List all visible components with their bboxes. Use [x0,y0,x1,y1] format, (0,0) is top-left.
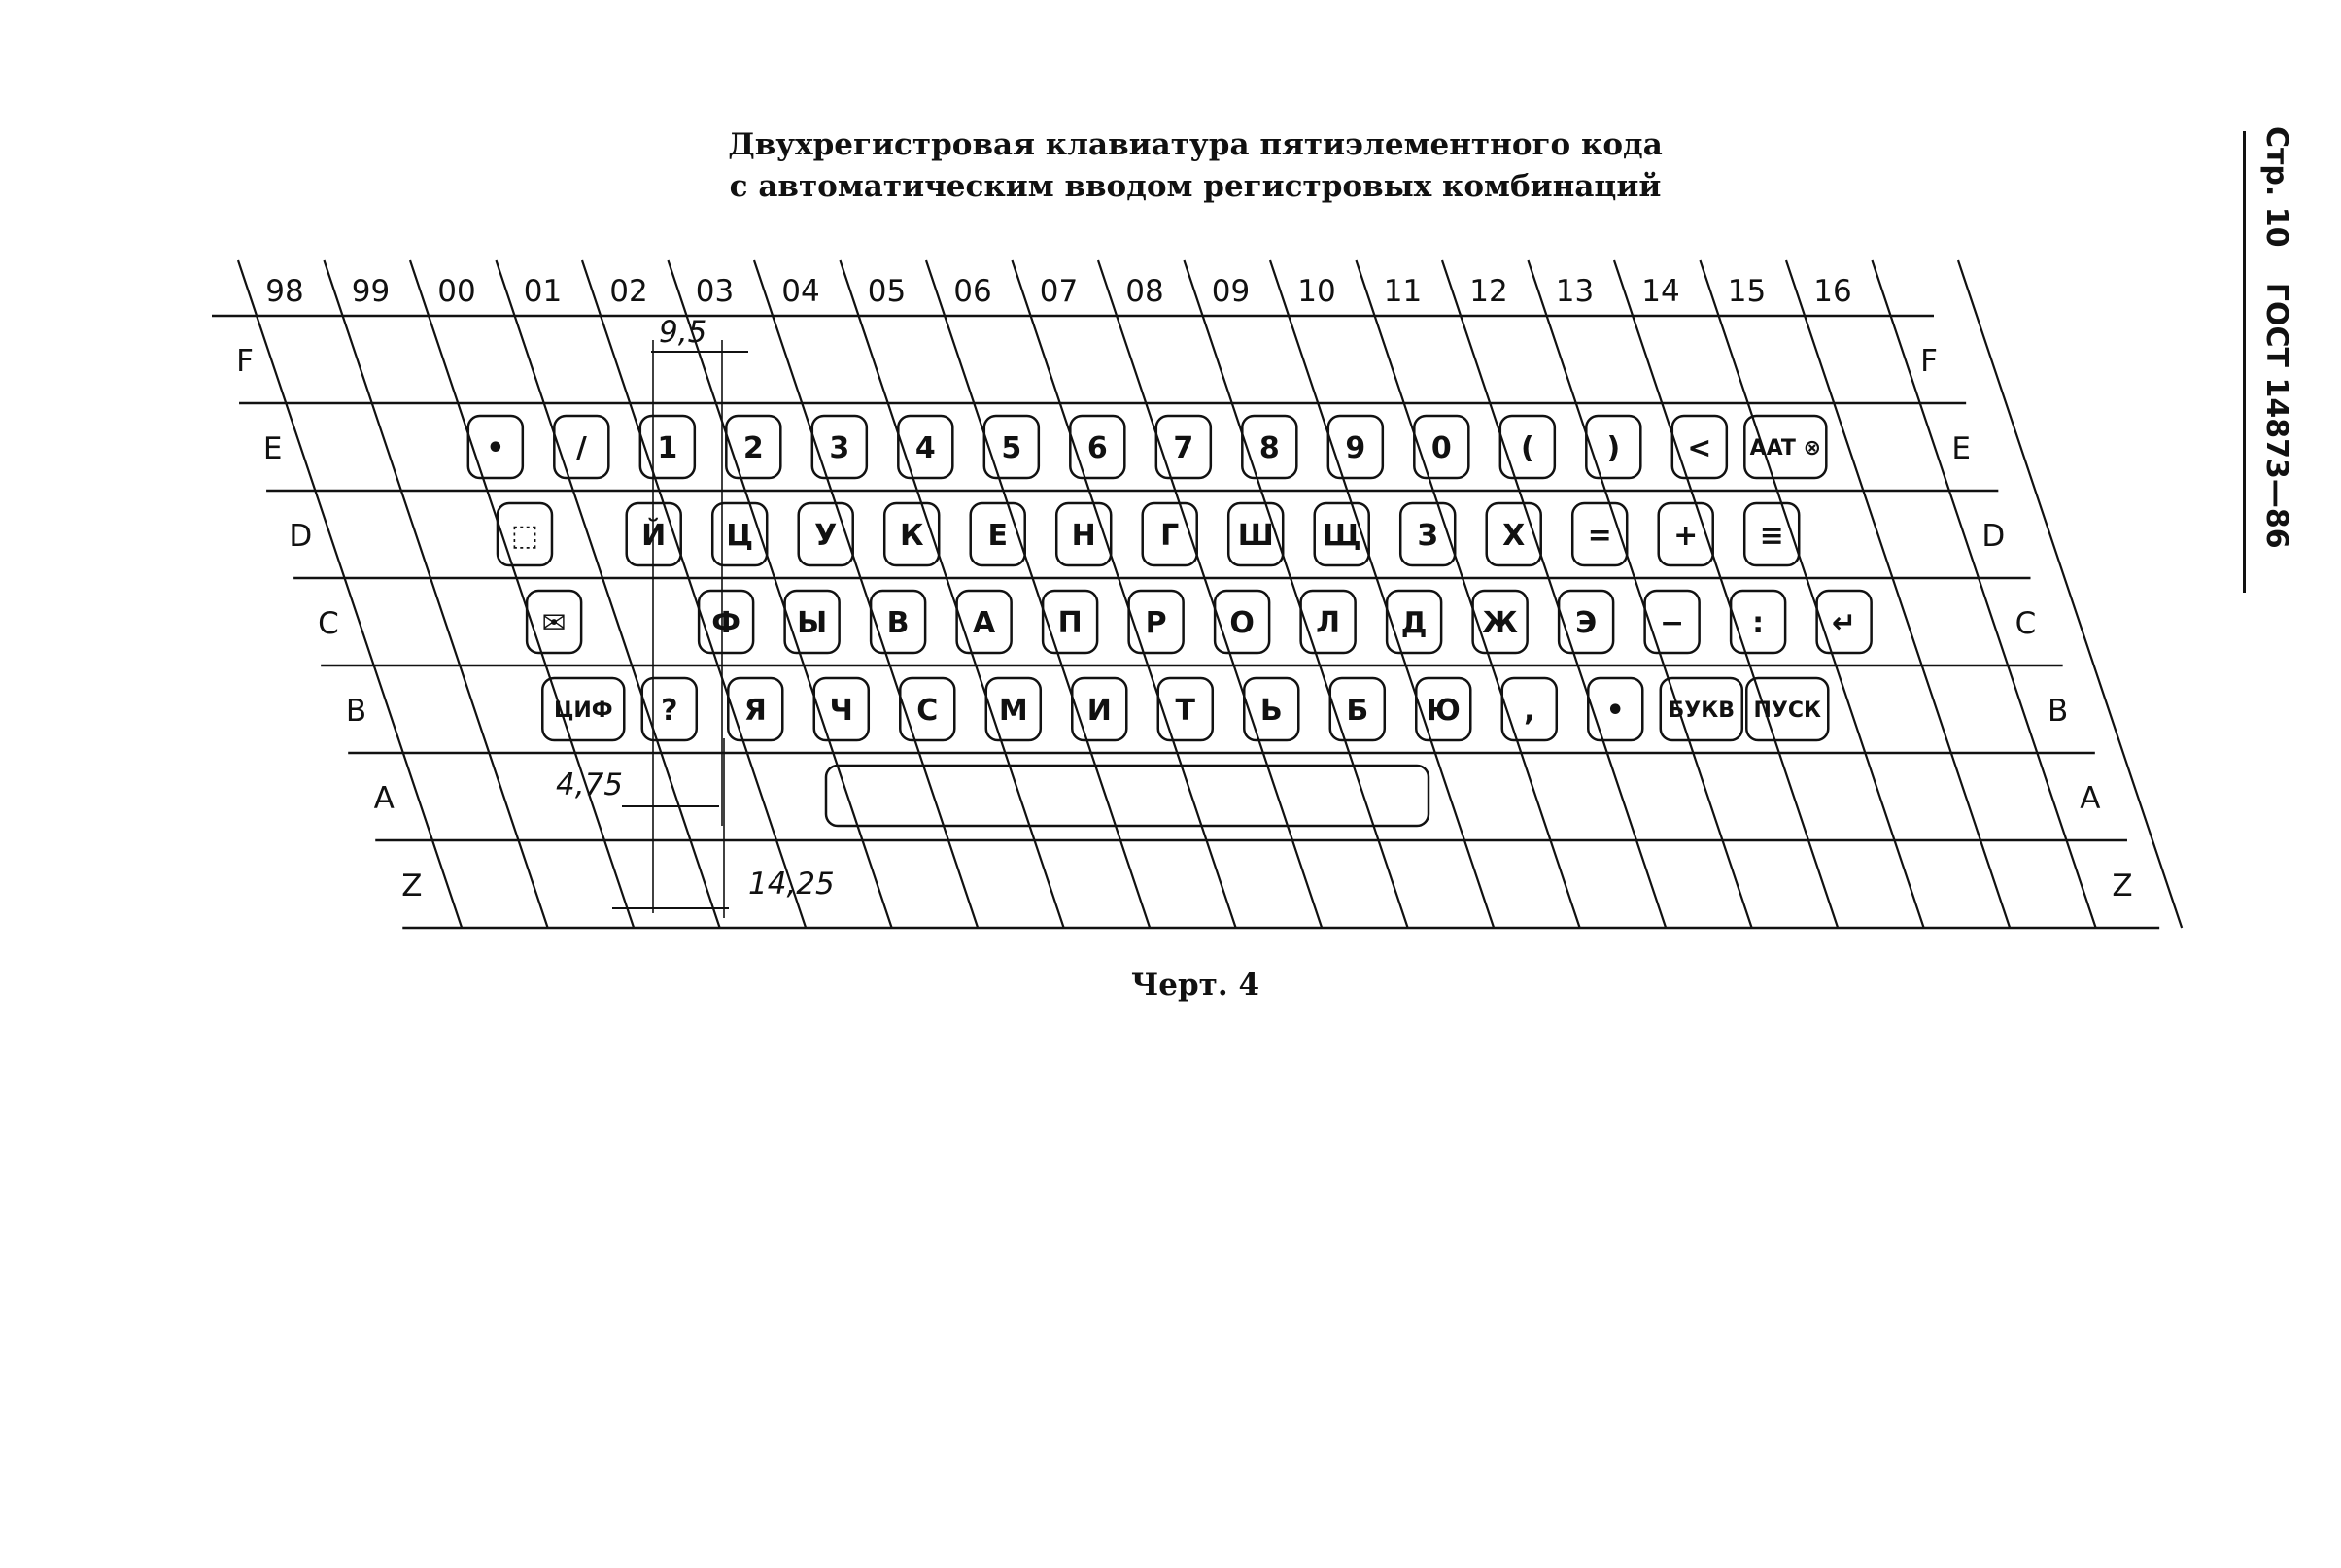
title-line-1: Двухрегистровая клавиатура пятиэлементного кода [728,127,1663,162]
svg-text:⬚: ⬚ [510,518,539,553]
keyboard-key [984,416,1039,478]
column-label: 16 [1813,274,1852,309]
svg-text:?: ? [661,693,678,728]
keyboard-key [1387,591,1441,653]
svg-text:AAT ⊗: AAT ⊗ [1749,435,1822,460]
figure-caption: Черт. 4 [1130,968,1260,1003]
space-bar-key [826,766,1429,826]
keyboard-key [1315,503,1369,565]
keyboard-key [1301,591,1356,653]
svg-text:К: К [899,518,924,553]
keyboard-key [498,503,552,565]
keyboard-key [1817,591,1872,653]
svg-text:4: 4 [914,430,936,465]
dimension-label: 4,75 [556,767,624,802]
keyboard-key [726,416,780,478]
grid-column-line [238,260,462,928]
svg-text:А: А [973,605,996,640]
svg-text:5: 5 [1001,430,1022,465]
svg-text:): ) [1606,430,1621,465]
svg-text:+: + [1673,518,1699,553]
column-label: 05 [867,274,907,309]
row-label-right: D [1981,519,2006,554]
keyboard-key [1070,416,1124,478]
svg-text:Ш: Ш [1237,518,1274,553]
svg-text:−: − [1660,605,1685,640]
svg-text:ПУСК: ПУСК [1753,698,1822,723]
column-label: 15 [1727,274,1767,309]
keyboard-key [1661,678,1742,740]
svg-text:З: З [1417,518,1438,553]
svg-text:Э: Э [1575,605,1598,640]
keyboard-key [1330,678,1385,740]
svg-text:/: / [575,430,587,465]
column-label: 03 [695,274,735,309]
keyboard-key [1559,591,1613,653]
keyboard-key [728,678,782,740]
keyboard-key [1156,416,1211,478]
svg-text:Ц: Ц [726,518,754,553]
keyboard-key [640,416,695,478]
keyboard-key [1328,416,1383,478]
keyboard-key [814,678,869,740]
svg-text:•: • [486,430,505,465]
keyboard-key [1588,678,1642,740]
keyboard-key [898,416,952,478]
column-label: 08 [1125,274,1164,309]
svg-text::: : [1752,605,1765,640]
row-label-left: A [373,781,395,816]
svg-text:Л: Л [1316,605,1341,640]
svg-text:Ф: Ф [711,605,741,640]
keyboard-key [554,416,608,478]
keyboard-key [642,678,697,740]
svg-text:БУКВ: БУКВ [1668,698,1736,723]
row-label-right: B [2048,694,2069,729]
row-label-left: E [262,431,283,466]
svg-text:М: М [998,693,1028,728]
column-label: 12 [1469,274,1508,309]
svg-text:Р: Р [1145,605,1167,640]
keyboard-key [699,591,753,653]
column-label: 98 [265,274,304,309]
column-label: 99 [351,274,391,309]
title-line-2: с автоматическим вводом регистровых комбинаций [729,169,1662,204]
svg-text:Н: Н [1071,518,1096,553]
svg-text:Ч: Ч [829,693,853,728]
grid-column-line [1873,260,2096,928]
svg-text:1: 1 [657,430,678,465]
svg-text:2: 2 [742,430,764,465]
svg-text:(: ( [1520,430,1534,465]
keyboard-key [1502,678,1557,740]
row-label-right: F [1920,344,1938,379]
svg-text:В: В [886,605,910,640]
column-label: 10 [1297,274,1336,309]
row-label-left: D [289,519,313,554]
grid-column-line [410,260,634,928]
svg-text:Т: Т [1175,693,1196,728]
svg-text:Ы: Ы [797,605,828,640]
dimension-label: 14,25 [748,867,835,902]
svg-text:0: 0 [1430,430,1452,465]
svg-text:7: 7 [1173,430,1194,465]
standard-number: ГОСТ 14873—86 [2259,282,2293,549]
row-label-right: C [2014,606,2037,641]
svg-text:И: И [1086,693,1112,728]
svg-text:=: = [1587,518,1612,553]
svg-text:Й: Й [641,518,667,553]
svg-text:ЦИФ: ЦИФ [553,698,613,723]
svg-text:↵: ↵ [1832,605,1857,640]
svg-text:Е: Е [987,518,1008,553]
svg-text:6: 6 [1086,430,1108,465]
svg-text:9: 9 [1345,430,1366,465]
svg-text:✉: ✉ [541,605,567,640]
dimension-label: 9,5 [659,315,707,350]
svg-text:Г: Г [1160,518,1180,553]
svg-text:Я: Я [743,693,767,728]
keyboard-key [812,416,867,478]
keyboard-key [1158,678,1213,740]
grid-column-line [582,260,806,928]
row-label-right: Z [2112,869,2133,903]
svg-text:,: , [1524,693,1535,728]
row-label-right: A [2080,781,2101,816]
keyboard-key [527,591,581,653]
keyboard-key [1645,591,1700,653]
column-label: 13 [1555,274,1595,309]
keyboard-key [1244,678,1298,740]
keyboard-key [785,591,840,653]
row-label-left: B [345,694,367,729]
keyboard-key [1416,678,1470,740]
svg-text:С: С [916,693,939,728]
keyboard-key [1672,416,1727,478]
keyboard-key [957,591,1012,653]
column-label: 14 [1641,274,1680,309]
keyboard-key [1043,591,1097,653]
keyboard-key [1072,678,1126,740]
keyboard-key [468,416,523,478]
keyboard-key [1473,591,1528,653]
svg-text:Ж: Ж [1482,605,1518,640]
svg-text:Ь: Ь [1259,693,1283,728]
svg-text:Ю: Ю [1426,693,1461,728]
column-label: 04 [781,274,820,309]
column-label: 11 [1383,274,1423,309]
svg-text:•: • [1605,693,1625,728]
column-label: 02 [609,274,648,309]
svg-text:Б: Б [1346,693,1369,728]
column-label: 06 [953,274,992,309]
page-number: Стр. 10 [2259,126,2293,248]
svg-text:3: 3 [829,430,850,465]
column-label: 09 [1211,274,1251,309]
row-label-left: Z [401,869,423,903]
svg-text:Щ: Щ [1322,518,1361,553]
grid-column-line [325,260,548,928]
svg-text:О: О [1229,605,1255,640]
keyboard-key [1731,591,1785,653]
keyboard-key [542,678,624,740]
svg-text:8: 8 [1258,430,1280,465]
column-label: 00 [437,274,476,309]
svg-text:<: < [1687,430,1712,465]
keyboard-key [1500,416,1555,478]
svg-text:Д: Д [1400,605,1428,640]
keyboard-key [1744,416,1826,478]
keyboard-key [871,591,925,653]
column-label: 01 [523,274,563,309]
svg-text:≡: ≡ [1759,518,1784,553]
column-label: 07 [1039,274,1079,309]
row-label-right: E [1951,431,1971,466]
keyboard-key [1215,591,1269,653]
keyboard-key [1746,678,1828,740]
keyboard-key [1242,416,1296,478]
svg-text:Х: Х [1502,518,1526,553]
keyboard-key [900,678,954,740]
keyboard-key [986,678,1041,740]
row-label-left: F [236,344,254,379]
grid-column-line [1958,260,2182,928]
keyboard-key [1586,416,1640,478]
svg-text:У: У [814,518,838,553]
keyboard-key [1129,591,1184,653]
svg-text:П: П [1057,605,1083,640]
keyboard-key [1414,416,1468,478]
row-label-left: C [318,606,339,641]
